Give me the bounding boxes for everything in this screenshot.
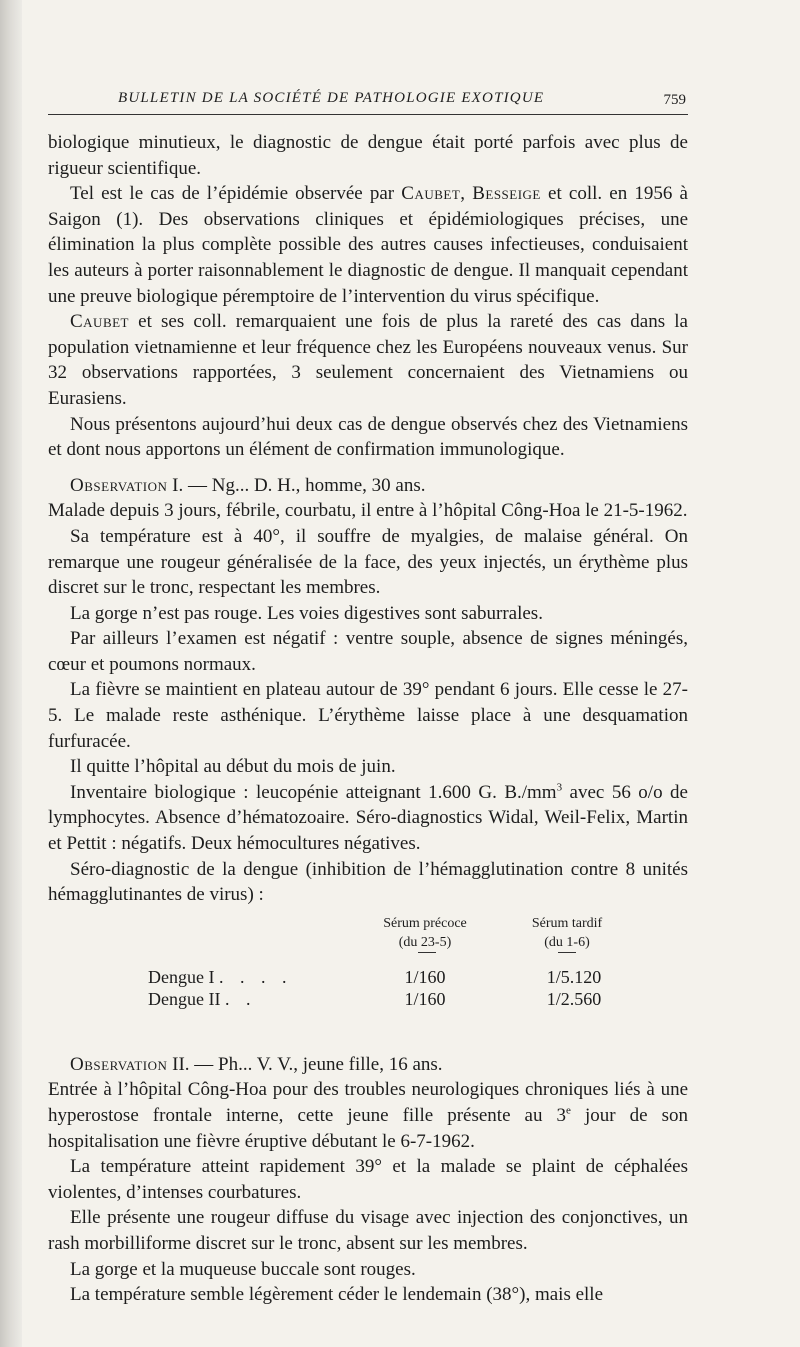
paragraph: biologique minutieux, le diagnostic de dengue était porté parfois avec plus de rigueur scientifique. <box>48 132 688 179</box>
text: avec 56 o/o de lymphocytes. Absence d’hématozoaire. Séro-diagnostics Widal, Weil-Felix, Martin et Pettit : négatifs. Deux hémocultures négatives. <box>48 781 688 855</box>
serology-table <box>48 914 688 1042</box>
paragraph: La gorge et la muqueuse buccale sont rouges. <box>70 1258 416 1280</box>
author-name: Caubet <box>70 311 130 333</box>
paragraph: Sa température est à 40°, il souffre de myalgies, de malaise général. On remarque une rougeur généralisée de la face, des yeux injectés, un érythème plus discret sur le tronc, respectant les membres. <box>48 525 688 599</box>
text: et coll. en 1956 à Saigon (1). Des observations cliniques et épidémiologiques précises, une élimination la plus complète possible des autres causes infectieuses, conduisaient les auteurs à porter raisonnablement le diagnostic de dengue. Il manquait cependant une preuve biologique péremptoire de l’intervention du virus spécifique. <box>48 183 688 307</box>
paragraph <box>48 1077 688 1154</box>
column-rule <box>558 952 576 953</box>
row-label-text: Dengue I <box>148 966 215 987</box>
running-title: BULLETIN DE LA SOCIÉTÉ DE PATHOLOGIE EXOTIQUE <box>118 90 545 106</box>
paragraph: La fièvre se maintient en plateau autour de 39° pendant 6 jours. Elle cesse le 27-5. Le malade reste asthénique. L’érythème laisse place à une desquamation furfuracée. <box>48 679 688 752</box>
paragraph: La gorge n’est pas rouge. Les voies digestives sont saburrales. <box>70 602 543 624</box>
page-number: 759 <box>663 92 686 108</box>
paragraph: Nous présentons aujourd’hui deux cas de dengue observés chez des Vietnamiens et dont nous apportons un élément de confirmation immunologique. <box>48 413 688 461</box>
running-head <box>48 90 688 115</box>
superscript: 3 <box>556 781 563 794</box>
observation-heading <box>48 1052 688 1078</box>
paragraph: Malade depuis 3 jours, fébrile, courbatu, il entre à l’hôpital Công-Hoa le 21-5-1962. <box>48 500 688 522</box>
column-header-line: Sérum précoce <box>383 915 467 931</box>
column-rule <box>418 952 436 953</box>
leader-dots: . . <box>224 988 257 1009</box>
observation-label: Observation <box>70 474 168 496</box>
table-row-label <box>148 966 308 988</box>
paragraph: Il quitte l’hôpital au début du mois de juin. <box>70 756 396 778</box>
column-header-line: Sérum tardif <box>531 915 603 931</box>
observation-subject: I. — Ng... D. H., homme, 30 ans. <box>167 474 426 496</box>
superscript: e <box>566 1104 571 1117</box>
text: , <box>460 183 473 205</box>
table-row-label <box>148 988 308 1010</box>
leader-dots: . . . . <box>218 966 293 987</box>
table-cell: 1/160 <box>404 988 446 1009</box>
paragraph: La température atteint rapidement 39° et la malade se plaint de céphalées violentes, d’intenses courbatures. <box>48 1156 688 1203</box>
table-cell: 1/2.560 <box>546 988 602 1009</box>
text: jour de son hospitalisation une fièvre éruptive débutant le 6-7-1962. <box>48 1105 689 1152</box>
text: Inventaire biologique : leucopénie atteignant 1.600 G. B./mm <box>70 781 557 803</box>
observation-subject: II. — Ph... V. V., jeune fille, 16 ans. <box>167 1053 443 1075</box>
paragraph: La température semble légèrement céder le lendemain (38°), mais elle <box>70 1284 604 1306</box>
column-header-early-serum <box>350 914 500 952</box>
text: Tel est le cas de l’épidémie observée par <box>70 183 402 205</box>
observation-label: Observation <box>70 1053 168 1075</box>
column-header-line: (du 1-6) <box>544 934 590 950</box>
paragraph <box>48 181 688 309</box>
column-header-late-serum <box>492 914 642 952</box>
paragraph: Par ailleurs l’examen est négatif : ventre souple, absence de signes méningés, cœur et poumons normaux. <box>48 628 688 675</box>
body-text <box>48 130 688 1308</box>
column-header-line: (du 23-5) <box>398 934 452 950</box>
table-cell: 1/160 <box>404 966 446 987</box>
text: et ses coll. remarquaient une fois de plus la rareté des cas dans la population vietnamienne et leur fréquence chez les Européens nouveaux venus. Sur 32 observations rapportées, 3 seulement concernaient des Vietnamiens ou Eurasiens. <box>48 311 688 409</box>
paragraph <box>48 309 688 411</box>
row-label-text: Dengue II <box>148 988 221 1009</box>
paragraph <box>48 780 688 857</box>
author-name: Caubet <box>401 183 461 205</box>
paragraph: Elle présente une rougeur diffuse du visage avec injection des conjonctives, un rash morbilliforme discret sur le tronc, absent sur les membres. <box>48 1207 688 1254</box>
text: Entrée à l’hôpital Công-Hoa pour des troubles neurologiques chroniques liés à une hyperostose frontale interne, cette jeune fille présente au 3 <box>48 1079 688 1126</box>
observation-heading <box>48 473 688 499</box>
author-name: Besseige <box>472 183 541 205</box>
table-cell: 1/5.120 <box>546 966 602 987</box>
book-spine-shadow <box>0 0 22 1347</box>
paragraph: Séro-diagnostic de la dengue (inhibition de l’hémagglutination contre 8 unités hémagglutinantes de virus) : <box>48 858 688 906</box>
